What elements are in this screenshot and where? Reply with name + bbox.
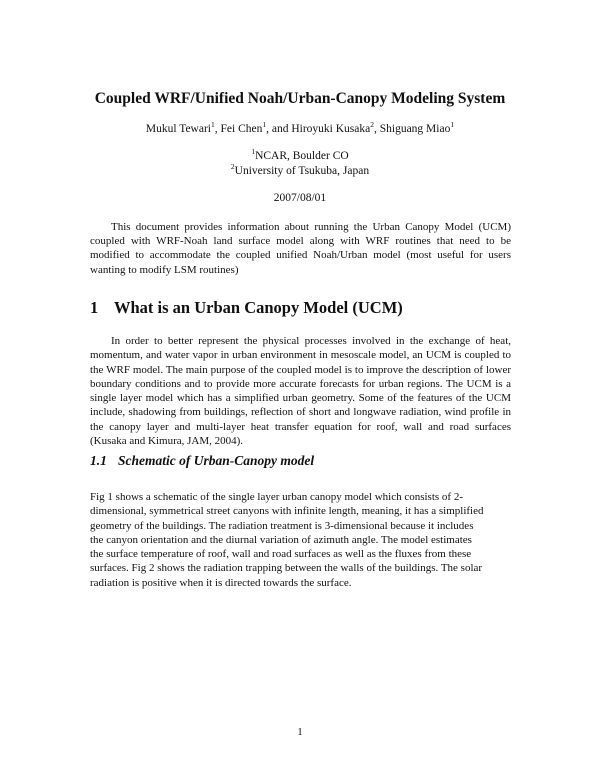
author-affiliation-mark: 1: [211, 120, 215, 130]
affiliation-text: NCAR, Boulder CO: [255, 150, 349, 162]
paper-title: Coupled WRF/Unified Noah/Urban-Canopy Modeling System: [94, 90, 506, 107]
document-date: 2007/08/01: [273, 192, 327, 204]
text-line: Fig 1 shows a schematic of the single layer urban canopy model which consists of 2-: [90, 491, 464, 503]
body-paragraph: In order to better represent the physical processes involved in the exchange of heat, momentum, and water vapor in urban environment in mesoscale model, an UCM is coupled to the WRF model. The main purpose of the coupled model is to improve the description of lower boundary conditions and to provide more accurate forecasts for urban regions. The UCM is a single layer model which has a simplified urban geometry. Some of the features of the UCM include, shadowing from buildings, reflection of short and longwave radiation, wind profile in the canopy layer and multi-layer heat transfer equation for roof, wall and road surfaces (Kusaka and Kimura, JAM, 2004).: [90, 335, 511, 448]
author-affiliation-mark: 1: [262, 120, 267, 130]
affiliation: [0, 162, 600, 177]
affiliation-mark: 1: [251, 147, 256, 157]
section-number: 1: [90, 298, 99, 317]
author-name: Fei Chen: [220, 123, 263, 135]
author-affiliation-mark: 2: [370, 120, 374, 130]
author-separator: , and: [266, 123, 292, 135]
subsection-number: 1.1: [90, 453, 107, 468]
page-number: 1: [297, 726, 303, 738]
author-separator: ,: [214, 123, 221, 135]
author-list: [0, 120, 600, 135]
text-line: the surface temperature of roof, wall and road surfaces as well as the fluxes from these: [90, 548, 472, 561]
subsection-heading: [90, 453, 530, 469]
section-heading: [90, 298, 530, 318]
affiliation: [0, 147, 600, 162]
text-line: the canyon orientation and the diurnal variation of azimuth angle. The model estimates: [90, 533, 472, 546]
author-name: Hiroyuki Kusaka: [291, 123, 371, 135]
author-affiliation-mark: 1: [450, 120, 455, 130]
text-line: geometry of the buildings. The radiation treatment is 3-dimensional because it includes: [90, 519, 474, 532]
affiliation-mark: 2: [230, 162, 235, 172]
text-line: surfaces. Fig 2 shows the radiation trapping between the walls of the buildings. The solar: [90, 562, 483, 575]
author-name: Mukul Tewari: [145, 123, 211, 135]
text-line: radiation is positive when it is directed towards the surface.: [90, 576, 352, 589]
abstract-paragraph: This document provides information about running the Urban Canopy Model (UCM) coupled with WRF-Noah land surface model along with WRF routines that need to be modified to accommodate the coupled unified Noah/Urban model (most useful for users wanting to modify LSM routines): [90, 221, 511, 276]
text-line: dimensional, symmetrical street canyons with infinite length, meaning, it has a simplified: [90, 505, 484, 518]
section-title: What is an Urban Canopy Model (UCM): [114, 298, 403, 317]
subsection-title: Schematic of Urban-Canopy model: [118, 453, 315, 468]
author-name: Shiguang Miao: [379, 123, 451, 135]
author-separator: ,: [373, 123, 380, 135]
body-paragraph: [90, 490, 514, 590]
affiliation-text: University of Tsukuba, Japan: [234, 165, 370, 177]
